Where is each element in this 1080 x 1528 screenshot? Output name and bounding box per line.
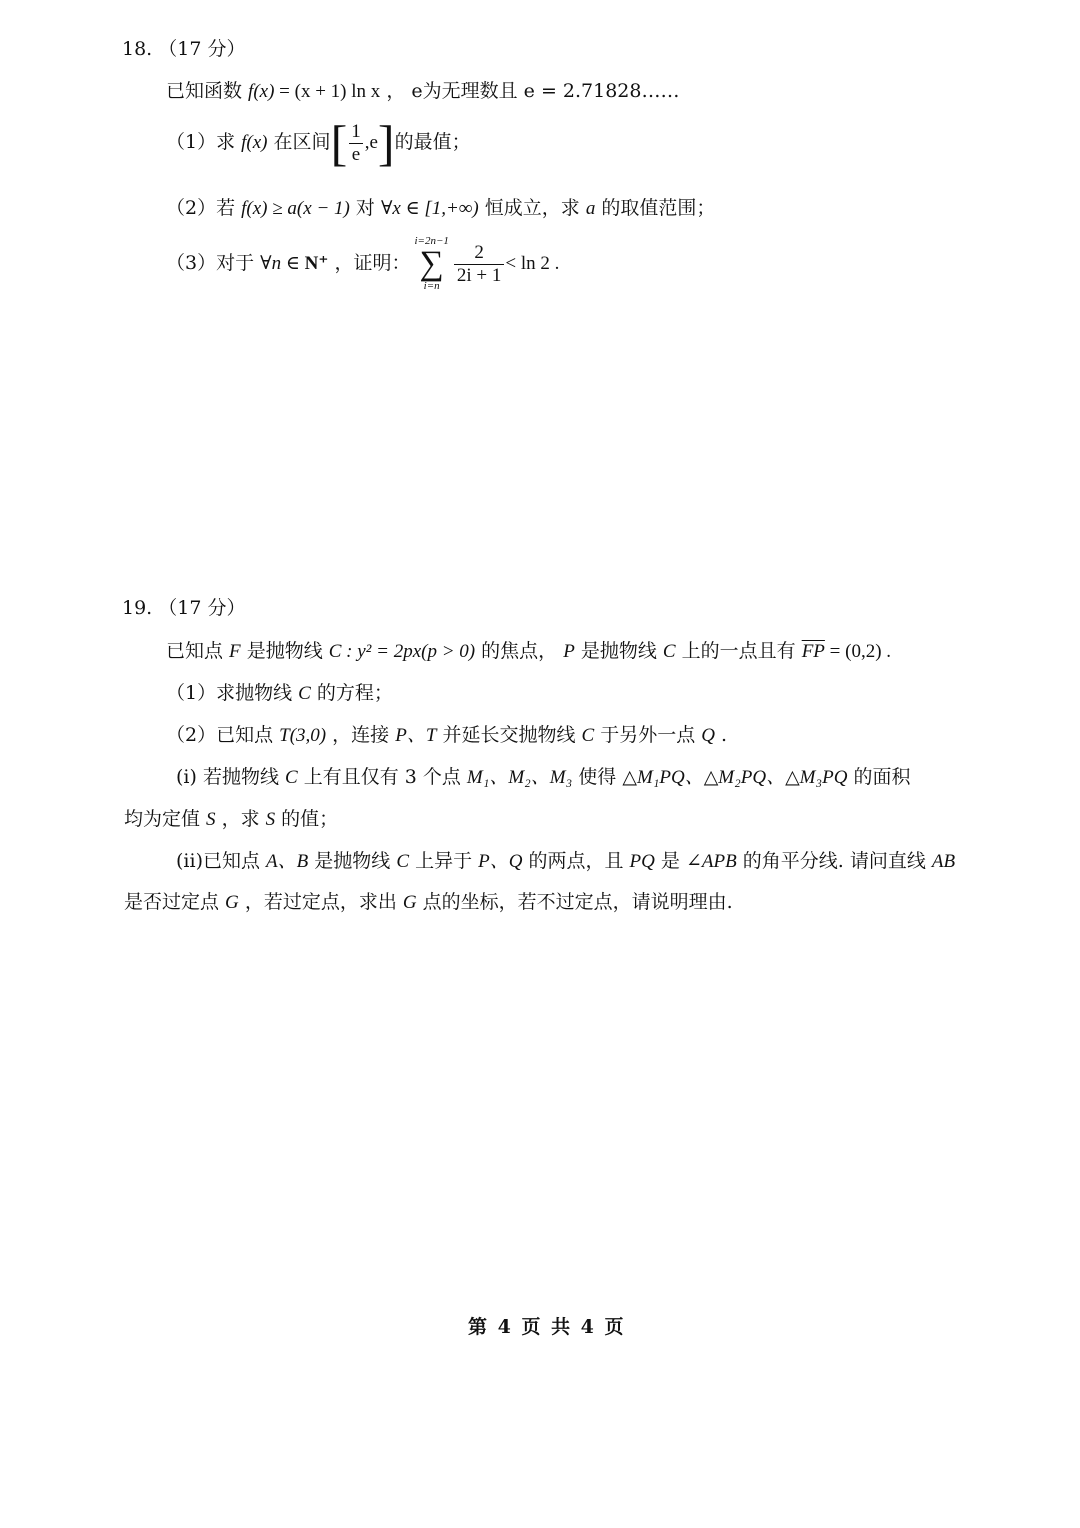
text: 已知函数: [166, 80, 249, 102]
math-G: G: [225, 892, 239, 913]
math-AB: A、B: [266, 851, 309, 872]
text: 的方程；: [310, 682, 393, 704]
text: 是抛物线: [240, 640, 329, 662]
math-N: N⁺: [304, 253, 329, 274]
text: 上的一点且有: [675, 640, 802, 662]
math-domain: ∀x ∈ [1,+∞): [380, 198, 479, 219]
page-footer: 第 4 页 共 4 页: [468, 1316, 626, 1338]
math-G: G: [402, 892, 417, 913]
text: 是: [654, 850, 686, 872]
fraction-1-over-e: [348, 122, 364, 165]
math-Q: Q: [701, 725, 716, 746]
text: 并延长交抛物线: [436, 724, 582, 746]
math-S: S: [265, 809, 276, 830]
math-fx: f(x): [248, 81, 275, 102]
text: 对: [349, 197, 381, 219]
math-F: F: [229, 641, 241, 662]
math-PQ: PQ: [629, 851, 655, 872]
q19-header: 19. （17 分）: [122, 597, 246, 619]
math-PT: P、T: [395, 725, 437, 746]
math-C: C: [396, 851, 410, 872]
text: 的最值；: [394, 131, 471, 153]
q18-part3: [166, 236, 559, 292]
sum-upper: i=2n−1: [414, 235, 449, 247]
text: ，连接: [326, 724, 396, 746]
math-forall: ∀n ∈: [260, 253, 305, 274]
summation: [414, 236, 448, 292]
math-T: T(3,0): [279, 725, 327, 746]
text: 恒成立，求: [478, 197, 586, 219]
text: ，求: [215, 808, 266, 830]
sum-lower: i=n: [423, 280, 440, 292]
numerator: 1: [351, 120, 361, 142]
math-e: ,e: [364, 132, 378, 153]
text: 的两点，且: [522, 850, 630, 872]
text: 的面积: [847, 766, 911, 788]
text: 点的坐标，若不过定点，请说明理由.: [416, 891, 733, 913]
math-fx: f(x): [241, 132, 268, 153]
math-C: C: [284, 767, 298, 788]
text: .: [715, 724, 728, 746]
fraction-2-over-2i1: [454, 243, 505, 286]
q18-intro: [166, 76, 679, 103]
math-a: a: [585, 198, 596, 219]
text: （2）已知点: [166, 724, 280, 746]
text: ， e为无理数且 e = 2.71828……: [380, 80, 680, 102]
text: （1）求抛物线: [166, 682, 299, 704]
q19-part1: [166, 678, 393, 705]
text: 使得: [572, 766, 623, 788]
text: 上有且仅有 3 个点: [297, 766, 467, 788]
math-M-points: M₁、M₂、M₃: [466, 767, 573, 788]
math-angle: ∠APB: [685, 851, 737, 872]
text: （2）若: [166, 197, 242, 219]
numerator: 2: [474, 241, 484, 263]
q19-subpart-i: [176, 762, 911, 789]
text: 是否过定点: [124, 891, 226, 913]
math-vector-FP: $\overline{FP}$: [801, 641, 825, 662]
text: (i) 若抛物线: [176, 766, 285, 788]
text: 于另外一点: [594, 724, 702, 746]
text: 的取值范围；: [595, 197, 716, 219]
math-inequality: f(x) ≥ a(x − 1): [241, 198, 350, 219]
text: 在区间: [267, 131, 331, 153]
text: 是抛物线: [308, 850, 397, 872]
text: 上异于: [409, 850, 479, 872]
math-P: P: [563, 641, 575, 662]
text: 是抛物线: [574, 640, 663, 662]
text: 的角平分线. 请问直线: [736, 850, 932, 872]
q19-part2: [166, 720, 727, 747]
text: （1）求: [166, 131, 242, 153]
q19-subpart-i-cont: [124, 804, 338, 831]
math-eq: = (x + 1) ln x: [274, 81, 381, 102]
math-vector-value: = (0,2) .: [824, 641, 892, 662]
math-AB: AB: [931, 851, 956, 872]
sigma-icon: ∑: [419, 245, 444, 282]
q18-header: 18. （17 分）: [122, 38, 246, 60]
text: 已知点: [166, 640, 230, 662]
denominator: e: [349, 143, 363, 165]
text: (ii)已知点: [176, 850, 267, 872]
math-C: C: [298, 683, 311, 704]
math-C: C: [662, 641, 676, 662]
left-bracket: [: [330, 115, 348, 171]
q19-intro: [166, 636, 891, 663]
text: （3）对于: [166, 252, 261, 274]
math-S: S: [206, 809, 216, 830]
text: 的焦点，: [475, 640, 564, 662]
math-triangles: △M₁PQ、△M₂PQ、△M₃PQ: [622, 767, 848, 788]
math-C: C: [581, 725, 595, 746]
text: ，证明：: [328, 252, 411, 274]
math-PQ: P、Q: [478, 851, 523, 872]
q19-subpart-ii-cont: [124, 887, 733, 914]
q19-subpart-ii: [176, 846, 955, 873]
math-parabola: C : y² = 2px(p > 0): [328, 641, 476, 662]
q18-part1: [166, 115, 471, 171]
text: 均为定值: [124, 808, 207, 830]
right-bracket: ]: [377, 115, 395, 171]
math-tail: < ln 2 .: [505, 253, 560, 274]
text: ，若过定点，求出: [238, 891, 403, 913]
text: 的值；: [275, 808, 339, 830]
q18-part2: [166, 193, 715, 220]
denominator: 2i + 1: [454, 264, 505, 286]
